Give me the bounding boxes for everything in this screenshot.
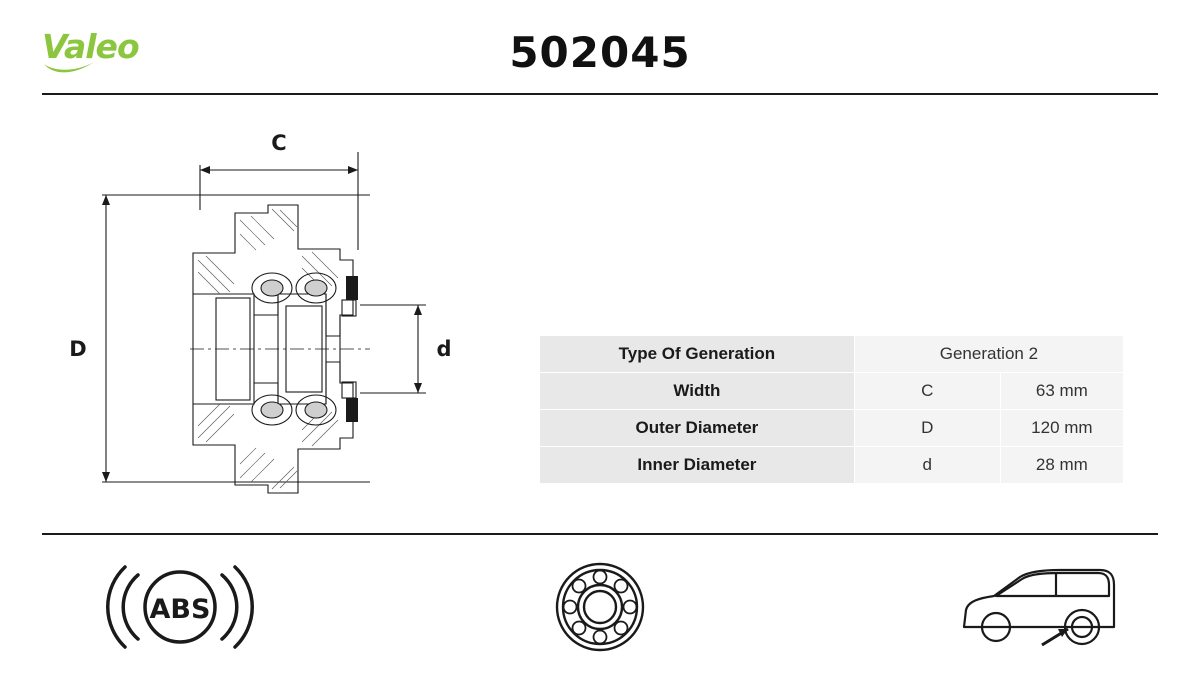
brand-name: Valeo [42, 27, 139, 66]
specification-table [539, 335, 1124, 484]
header [0, 0, 1200, 96]
header-divider [42, 93, 1158, 95]
technical-drawing [40, 110, 540, 510]
car-wheel-position-icon [960, 555, 1120, 660]
dimension-label-d: d [436, 337, 452, 361]
spec-label-width: Width [540, 373, 855, 410]
spec-value-outer-diameter: 120 mm [1000, 410, 1123, 447]
dimension-label-C: C [271, 131, 287, 155]
table-row [540, 447, 1124, 484]
spec-value-inner-diameter: 28 mm [1000, 447, 1123, 484]
spec-symbol-inner-diameter: d [854, 447, 1000, 484]
spec-label-outer-diameter: Outer Diameter [540, 410, 855, 447]
spec-label-inner-diameter: Inner Diameter [540, 447, 855, 484]
abs-icon [105, 555, 255, 660]
spec-value-width: 63 mm [1000, 373, 1123, 410]
spec-value-generation: Generation 2 [854, 336, 1123, 373]
spec-label-generation: Type Of Generation [540, 336, 855, 373]
bearing-icon [540, 555, 660, 660]
footer-divider [42, 533, 1158, 535]
spec-symbol-width: C [854, 373, 1000, 410]
table-row [540, 410, 1124, 447]
abs-icon-label: ABS [149, 594, 211, 625]
page-title: 502045 [509, 28, 691, 77]
table-row [540, 336, 1124, 373]
table-row [540, 373, 1124, 410]
dimension-label-D: D [69, 337, 87, 361]
footer-icon-row [0, 540, 1200, 675]
spec-symbol-outer-diameter: D [854, 410, 1000, 447]
